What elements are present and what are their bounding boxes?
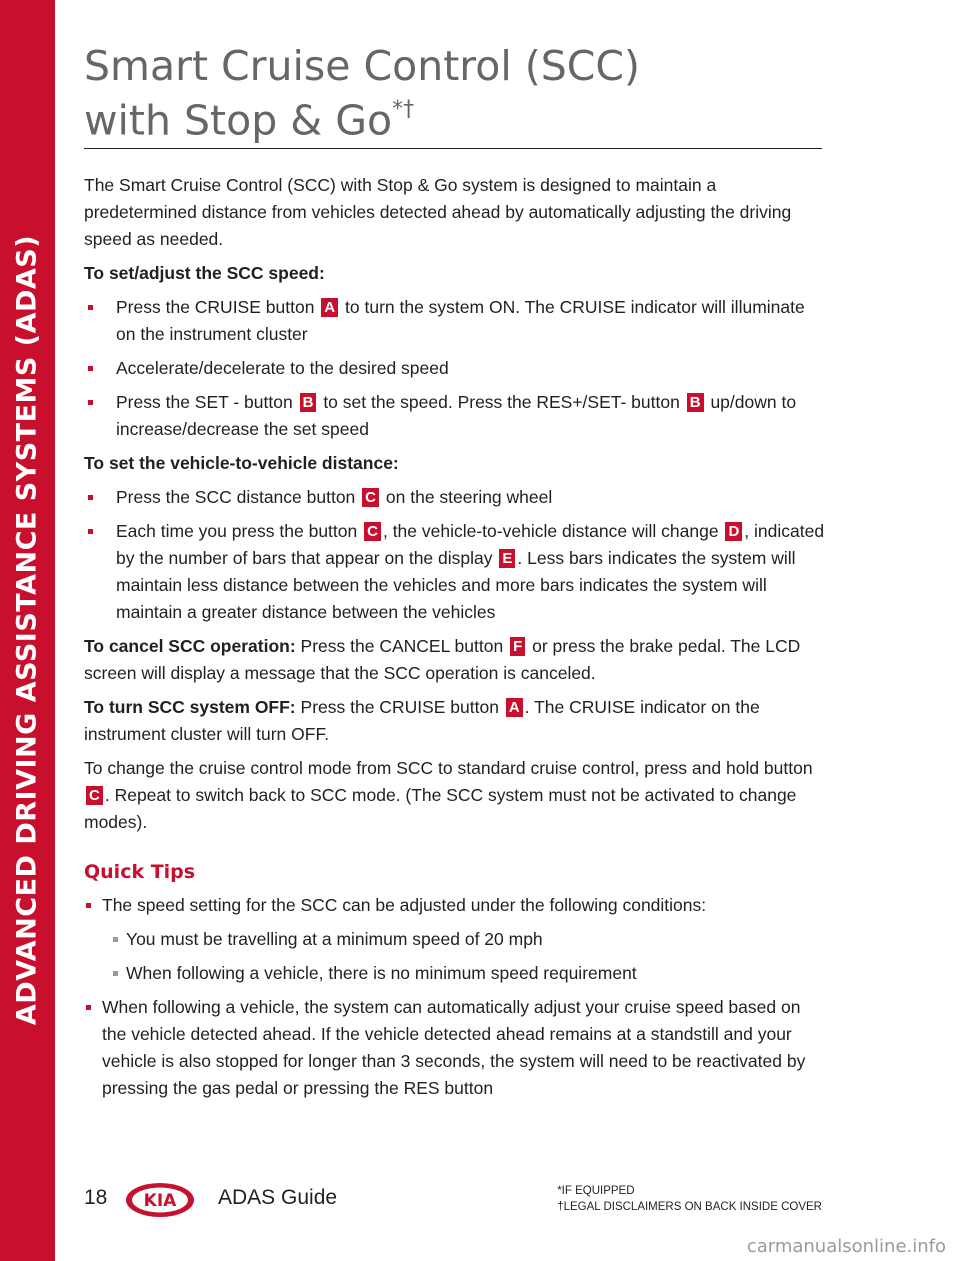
note-legal: †LEGAL DISCLAIMERS ON BACK INSIDE COVER [557, 1201, 822, 1213]
quick-tips-list [84, 892, 826, 1102]
kia-logo [124, 1181, 196, 1219]
text: , the vehicle-to-vehicle distance will change [382, 521, 719, 541]
callout-badge: B [687, 393, 704, 412]
quick-tips-sublist [102, 926, 826, 987]
text: , indicated by the number of bars that appear on the display [116, 521, 825, 568]
text: to turn the system ON. The CRUISE indicator will illuminate on the instrument cluster [116, 297, 805, 344]
text: or press the brake pedal. The LCD screen will display a message that the SCC operation is canceled. [84, 636, 801, 683]
text: Press the SCC distance button [116, 487, 356, 507]
page-number: 18 [84, 1186, 108, 1209]
logo-text: KIA [143, 1191, 177, 1211]
text: The speed setting for the SCC can be adjusted under the following conditions: [102, 895, 707, 915]
set-speed-heading: To set/adjust the SCC speed: [84, 263, 325, 283]
list-item: You must be travelling at a minimum speed of 20 mph [102, 926, 826, 953]
main-content [84, 172, 826, 1109]
quick-tips-heading: Quick Tips [84, 861, 196, 883]
list-item: When following a vehicle, there is no minimum speed requirement [102, 960, 826, 987]
callout-badge: C [362, 488, 379, 507]
title-line-2-text: with Stop & Go [84, 96, 393, 145]
callout-badge: A [321, 298, 338, 317]
footer-notes [557, 1183, 822, 1215]
text: Press the CRUISE button [300, 697, 499, 717]
text: Press the CRUISE button [116, 297, 315, 317]
cancel-heading: To cancel SCC operation: [84, 636, 296, 656]
text: To change the cruise control mode from SCC to standard cruise control, press and hold button [84, 758, 813, 778]
list-item: When following a vehicle, the system can automatically adjust your cruise speed based on the vehicle detected ahead. If the vehicle detected ahead remains at a standstill and your vehicle is also stopped for longer than 3 seconds, the system will need to be reactivated by pressing the gas pedal or pressing the RES button [84, 994, 826, 1102]
guide-title: ADAS Guide [218, 1186, 338, 1209]
text: Each time you press the button [116, 521, 358, 541]
turn-off-paragraph [84, 694, 826, 748]
intro-paragraph: The Smart Cruise Control (SCC) with Stop & Go system is designed to maintain a predetermined distance from vehicles detected ahead by automatically adjusting the driving speed as needed. [84, 175, 792, 249]
text: Accelerate/decelerate to the desired speed [116, 358, 449, 378]
set-speed-list [84, 294, 826, 443]
list-item [84, 389, 826, 443]
callout-badge: F [510, 637, 525, 656]
text: . Less bars indicates the system will maintain less distance between the vehicles and more bars indicates the system will maintain a greater distance between the vehicles [116, 548, 796, 622]
watermark: carmanualsonline.info [746, 1236, 946, 1257]
callout-badge: B [300, 393, 317, 412]
callout-badge: C [364, 522, 381, 541]
callout-badge: E [499, 549, 515, 568]
text: to set the speed. Press the RES+/SET- button [323, 392, 680, 412]
sidebar-band [0, 0, 55, 1261]
page-title [84, 42, 640, 145]
text: . Repeat to switch back to SCC mode. (The SCC system must not be activated to change modes). [84, 785, 797, 832]
sidebar-section-title: ADVANCED DRIVING ASSISTANCE SYSTEMS (ADAS) [11, 234, 43, 1026]
title-marks: *† [392, 97, 415, 122]
distance-list [84, 484, 826, 626]
text: up/down to increase/decrease the set speed [116, 392, 797, 439]
list-item [84, 518, 826, 626]
callout-badge: C [86, 786, 103, 805]
callout-badge: D [725, 522, 742, 541]
text: on the steering wheel [385, 487, 553, 507]
title-line-1: Smart Cruise Control (SCC) [84, 42, 641, 90]
callout-badge: A [506, 698, 523, 717]
list-item [84, 892, 826, 987]
title-divider [84, 148, 822, 149]
list-item [84, 355, 826, 382]
change-mode-paragraph [84, 755, 826, 836]
cancel-paragraph [84, 633, 826, 687]
note-if-equipped: *IF EQUIPPED [557, 1185, 635, 1197]
text: Press the SET - button [116, 392, 293, 412]
title-line-2 [84, 90, 640, 145]
distance-heading: To set the vehicle-to-vehicle distance: [84, 453, 399, 473]
text: . The CRUISE indicator on the instrument cluster will turn OFF. [84, 697, 760, 744]
list-item [84, 484, 826, 511]
text: Press the CANCEL button [300, 636, 504, 656]
turn-off-heading: To turn SCC system OFF: [84, 697, 296, 717]
list-item [84, 294, 826, 348]
